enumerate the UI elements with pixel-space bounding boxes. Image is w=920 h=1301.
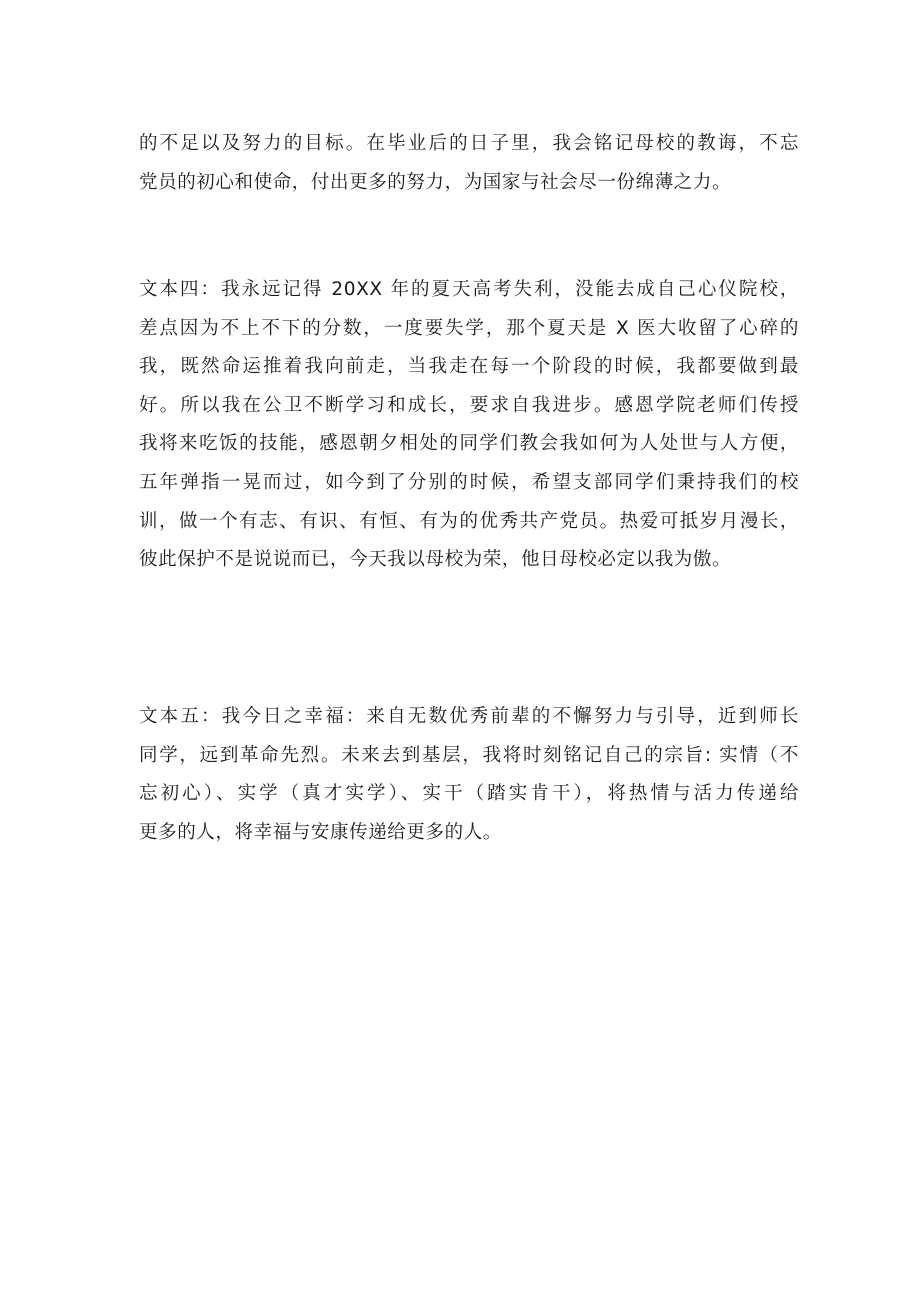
- paragraph-line: 同学，远到革命先烈。未来去到基层，我将时刻铭记自己的宗旨: 实情（不: [139, 744, 799, 766]
- paragraph-line: 训，做一个有志、有识、有恒、有为的优秀共产党员。热爱可抵岁月漫长，: [139, 510, 799, 532]
- paragraph-line: 文本四：我永远记得 20XX 年的夏天高考失利，没能去成自己心仪院校，: [139, 279, 799, 300]
- paragraph-line: 的不足以及努力的目标。在毕业后的日子里，我会铭记母校的教诲，不忘: [139, 133, 799, 154]
- paragraph-line: 差点因为不上不下的分数，一度要失学，那个夏天是 X 医大收留了心碎的: [139, 317, 799, 339]
- paragraph-text-four: [139, 271, 799, 580]
- paragraph-line: 五年弹指一晃而过，如今到了分别的时候，希望支部同学们秉持我们的校: [139, 471, 799, 493]
- paragraph-line: 文本五：我今日之幸福：来自无数优秀前辈的不懈努力与引导，近到师长: [139, 706, 799, 727]
- paragraph-text-five: [139, 698, 799, 852]
- paragraph-line: 我，既然命运推着我向前走，当我走在每一个阶段的时候，我都要做到最: [139, 356, 799, 378]
- paragraph-line: 党员的初心和使命，付出更多的努力，为国家与社会尽一份绵薄之力。: [139, 171, 732, 193]
- paragraph-line: 好。所以我在公卫不断学习和成长，要求自我进步。感恩学院老师们传授: [139, 394, 799, 416]
- paragraph-continuation: [139, 125, 799, 202]
- paragraph-line: 彼此保护不是说说而已，今天我以母校为荣，他日母校必定以我为傲。: [139, 549, 732, 571]
- paragraph-line: 忘初心）、实学（真才实学）、实干（踏实肯干），将热情与活力传递给: [139, 783, 799, 805]
- paragraph-line: 我将来吃饭的技能，感恩朝夕相处的同学们教会我如何为人处世与人方便，: [139, 433, 799, 455]
- paragraph-line: 更多的人，将幸福与安康传递给更多的人。: [139, 821, 502, 843]
